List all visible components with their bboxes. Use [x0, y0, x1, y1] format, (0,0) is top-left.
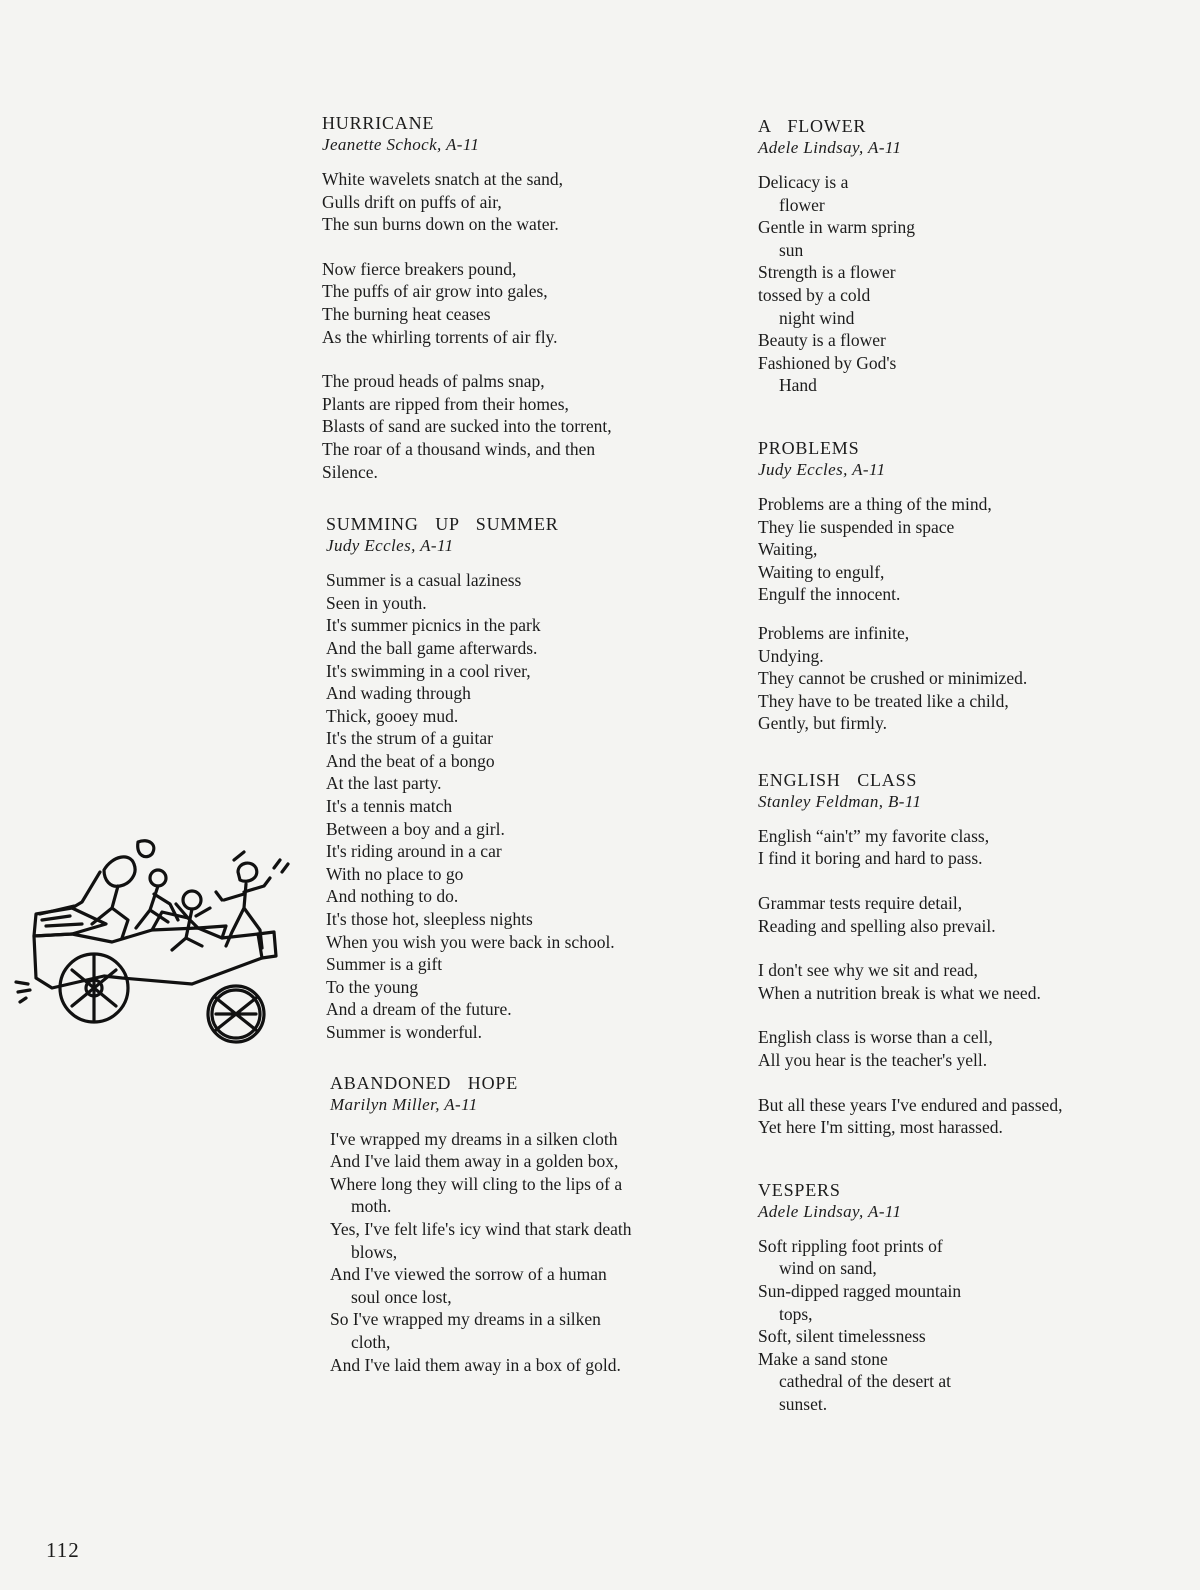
poem-line: English class is worse than a cell,	[758, 1027, 993, 1048]
poem-line: But all these years I've endured and passed,	[758, 1094, 1063, 1115]
poem-title: A FLOWER	[758, 116, 867, 136]
right-column	[758, 115, 1178, 1416]
poem-problems	[758, 437, 1178, 735]
poem-abandoned-hope	[330, 1072, 726, 1377]
stanza	[330, 1128, 726, 1377]
poem-line: And nothing to do.	[326, 886, 459, 907]
poem-line: Soft, silent timelessness	[758, 1326, 926, 1347]
poem-line: It's a tennis match	[326, 796, 453, 817]
poem-line: Yet here I'm sitting, most harassed.	[758, 1117, 1003, 1138]
stanza	[758, 892, 1178, 937]
poem-line: Gentle in warm spring	[758, 217, 915, 238]
poem-line: When you wish you were back in school.	[326, 931, 615, 952]
poem-line: sun	[779, 239, 804, 260]
poem-line: The roar of a thousand winds, and then	[322, 438, 596, 459]
poem-line: Delicacy is a	[758, 172, 849, 192]
poem-line: And I've laid them away in a box of gold.	[330, 1354, 621, 1375]
page-number: 112	[46, 1538, 80, 1562]
poem-line: Sun-dipped ragged mountain	[758, 1281, 962, 1301]
poem-line: Summer is a gift	[326, 954, 443, 975]
poem-line: Blasts of sand are sucked into the torrent,	[322, 416, 612, 437]
poem-line: I don't see why we sit and read,	[758, 960, 978, 981]
poem-line: Problems are infinite,	[758, 622, 910, 643]
poem-english-class	[758, 769, 1178, 1139]
poem-line: White wavelets snatch at the sand,	[322, 169, 564, 189]
poem-line: Thick, gooey mud.	[326, 705, 459, 726]
poem-line: Fashioned by God's	[758, 352, 897, 373]
poem-line: All you hear is the teacher's yell.	[758, 1050, 988, 1071]
poem-line: When a nutrition break is what we need.	[758, 982, 1041, 1003]
poem-line: The sun burns down on the water.	[322, 214, 559, 235]
poem-line: Now fierce breakers pound,	[322, 258, 517, 279]
poem-summing-up-summer	[326, 513, 726, 1043]
poem-line: night wind	[779, 307, 855, 328]
stanza	[758, 1235, 1178, 1416]
poem-author: Stanley Feldman, B-11	[758, 791, 922, 811]
stanza	[758, 493, 1178, 606]
poem-hurricane	[322, 112, 726, 483]
poem-line: Where long they will cling to the lips of a	[330, 1173, 623, 1194]
stanza	[322, 168, 726, 236]
poem-line: Gently, but firmly.	[758, 713, 887, 734]
poem-line: Plants are ripped from their homes,	[322, 393, 569, 414]
poem-line: Between a boy and a girl.	[326, 818, 505, 839]
poem-line: Waiting to engulf,	[758, 561, 885, 582]
poem-line: It's summer picnics in the park	[326, 615, 541, 636]
poem-title: VESPERS	[758, 1179, 841, 1200]
poem-line: Undying.	[758, 645, 824, 666]
poem-line: It's the strum of a guitar	[326, 728, 493, 749]
poem-vespers	[758, 1179, 1178, 1416]
poem-line: Silence.	[322, 461, 378, 482]
poem-author: Adele Lindsay, A-11	[758, 1201, 902, 1221]
poem-line: Seen in youth.	[326, 592, 427, 613]
poem-line: moth.	[351, 1196, 392, 1217]
poem-line: And I've viewed the sorrow of a human	[330, 1264, 607, 1285]
poem-line: cloth,	[351, 1331, 391, 1352]
poem-line: The burning heat ceases	[322, 303, 491, 324]
car-riders-illustration	[12, 838, 302, 1048]
poem-line: They cannot be crushed or minimized.	[758, 668, 1028, 689]
poem-line: English “ain't” my favorite class,	[758, 825, 990, 846]
stanza	[322, 258, 726, 348]
poem-line: Engulf the innocent.	[758, 584, 901, 605]
poem-line: Waiting,	[758, 539, 818, 560]
left-column	[322, 112, 726, 1376]
poem-line: And the ball game afterwards.	[326, 637, 538, 658]
poem-line: tossed by a cold	[758, 284, 871, 305]
poem-author: Marilyn Miller, A-11	[330, 1094, 478, 1114]
poem-line: blows,	[351, 1241, 398, 1262]
poem-line: At the last party.	[326, 773, 442, 794]
poem-line: It's riding around in a car	[326, 841, 502, 862]
poem-title: SUMMING UP SUMMER	[326, 514, 559, 535]
poem-line: It's those hot, sleepless nights	[326, 909, 533, 930]
poem-line: tops,	[779, 1303, 813, 1324]
poem-author: Judy Eccles, A-11	[758, 459, 886, 479]
poem-author: Adele Lindsay, A-11	[758, 138, 902, 157]
poem-title: HURRICANE	[322, 113, 435, 133]
stanza	[758, 622, 1178, 735]
poem-line: With no place to go	[326, 863, 464, 884]
poem-a-flower	[758, 115, 1178, 397]
poem-line: Summer is wonderful.	[326, 1022, 483, 1042]
poem-line: Hand	[779, 375, 817, 396]
stanza	[326, 569, 726, 1043]
poem-line: sunset.	[779, 1393, 828, 1414]
poem-line: And wading through	[326, 683, 471, 704]
poem-line: Beauty is a flower	[758, 330, 886, 351]
stanza	[758, 1026, 1178, 1071]
poem-line: They have to be treated like a child,	[758, 690, 1009, 711]
poem-title: PROBLEMS	[758, 437, 860, 458]
poem-line: flower	[779, 194, 825, 215]
poem-author: Jeanette Schock, A-11	[322, 135, 480, 154]
poem-line: soul once lost,	[351, 1286, 452, 1307]
poem-line: So I've wrapped my dreams in a silken	[330, 1309, 601, 1330]
poem-line: Gulls drift on puffs of air,	[322, 191, 502, 212]
poem-line: To the young	[326, 976, 419, 997]
poem-line: Summer is a casual laziness	[326, 570, 522, 591]
stanza	[758, 959, 1178, 1004]
poem-line: They lie suspended in space	[758, 516, 955, 537]
poem-line: Problems are a thing of the mind,	[758, 493, 992, 514]
poem-line: It's swimming in a cool river,	[326, 660, 531, 681]
poem-line: Strength is a flower	[758, 262, 896, 283]
stanza	[322, 370, 726, 483]
poem-line: wind on sand,	[779, 1258, 877, 1279]
poem-line: Grammar tests require detail,	[758, 893, 963, 914]
poem-author: Judy Eccles, A-11	[326, 536, 454, 556]
poem-line: I've wrapped my dreams in a silken cloth	[330, 1128, 618, 1149]
poem-title: ABANDONED HOPE	[330, 1072, 518, 1093]
stanza	[758, 1094, 1178, 1139]
poem-line: And a dream of the future.	[326, 999, 512, 1020]
poem-line: Yes, I've felt life's icy wind that stark death	[330, 1218, 632, 1239]
stanza	[758, 171, 1178, 397]
poem-line: As the whirling torrents of air fly.	[322, 326, 558, 347]
poem-line: The puffs of air grow into gales,	[322, 281, 548, 302]
poem-line: The proud heads of palms snap,	[322, 371, 545, 392]
stanza	[758, 825, 1178, 870]
poem-line: cathedral of the desert at	[779, 1371, 951, 1392]
poem-line: And I've laid them away in a golden box,	[330, 1151, 619, 1172]
poem-line: Reading and spelling also prevail.	[758, 915, 996, 936]
poem-line: Make a sand stone	[758, 1348, 888, 1369]
poem-line: Soft rippling foot prints of	[758, 1235, 943, 1256]
poem-line: And the beat of a bongo	[326, 750, 495, 771]
poem-line: I find it boring and hard to pass.	[758, 848, 983, 869]
poem-title: ENGLISH CLASS	[758, 769, 918, 790]
